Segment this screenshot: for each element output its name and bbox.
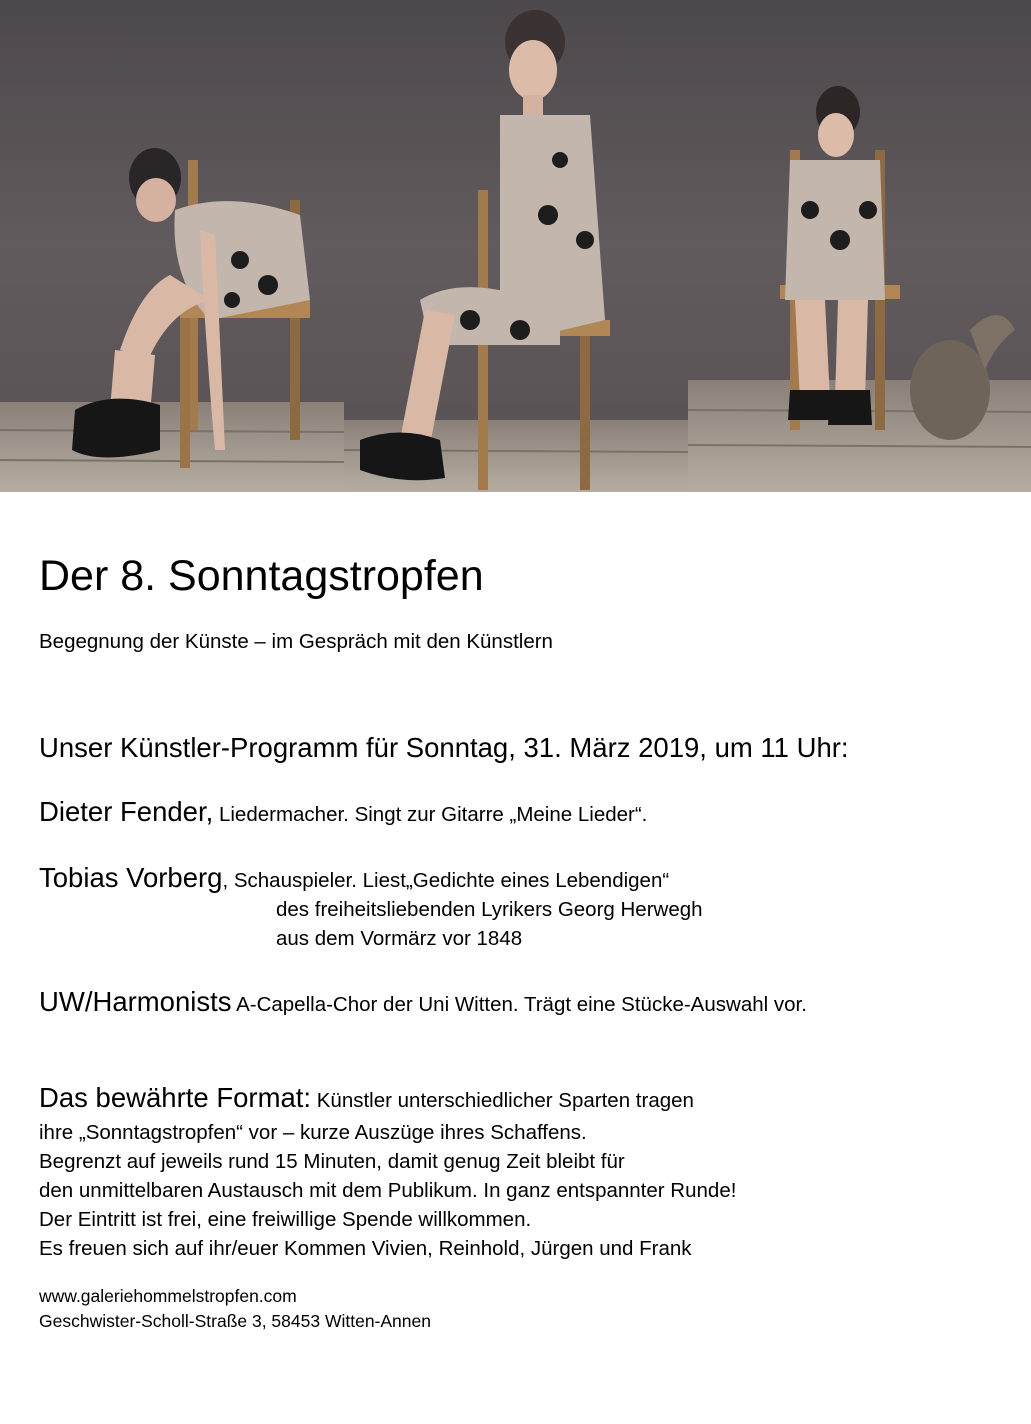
address: Geschwister-Scholl-Straße 3, 58453 Witten-Annen xyxy=(39,1311,431,1331)
format-heading-line xyxy=(39,1082,694,1114)
format-first-line: Künstler unterschiedlicher Sparten tragen xyxy=(311,1089,694,1112)
format-line: Es freuen sich auf ihr/euer Kommen Vivien, Reinhold, Jürgen und Frank xyxy=(39,1237,692,1260)
photo-center-seated-profile xyxy=(344,0,688,492)
performer-uw-harmonists xyxy=(39,986,807,1018)
page-subtitle: Begegnung der Künste – im Gespräch mit den Künstlern xyxy=(39,630,553,653)
website-link[interactable]: www.galeriehommelstropfen.com xyxy=(39,1286,297,1306)
performer-description: Liedermacher. Singt zur Gitarre „Meine Lieder“. xyxy=(213,803,648,826)
performer-description: , Schauspieler. Liest„Gedichte eines Lebendigen“ xyxy=(222,869,670,892)
performer-description-continuation: des freiheitsliebenden Lyrikers Georg Herwegh xyxy=(276,898,703,921)
performer-dieter-fender xyxy=(39,796,647,828)
format-line: ihre „Sonntagstropfen“ vor – kurze Auszüge ihres Schaffens. xyxy=(39,1121,587,1144)
program-heading: Unser Künstler-Programm für Sonntag, 31. März 2019, um 11 Uhr: xyxy=(39,732,849,763)
photo-left-seated-bent xyxy=(0,0,344,492)
performer-name: Tobias Vorberg xyxy=(39,862,223,893)
format-line: Begrenzt auf jeweils rund 15 Minuten, damit genug Zeit bleibt für xyxy=(39,1150,625,1173)
photo-right-seated-with-cat xyxy=(688,0,1031,492)
format-line: den unmittelbaren Austausch mit dem Publikum. In ganz entspannter Runde! xyxy=(39,1179,737,1202)
performer-description: A-Capella-Chor der Uni Witten. Trägt eine Stücke-Auswahl vor. xyxy=(231,993,807,1016)
photo-strip xyxy=(0,0,1031,492)
performer-name: Dieter Fender, xyxy=(39,796,214,827)
performer-name: UW/Harmonists xyxy=(39,986,232,1017)
performer-description-continuation: aus dem Vormärz vor 1848 xyxy=(276,927,523,950)
page-title: Der 8. Sonntagstropfen xyxy=(39,552,484,600)
performer-tobias-vorberg xyxy=(39,862,669,894)
format-line: Der Eintritt ist frei, eine freiwillige Spende willkommen. xyxy=(39,1208,532,1231)
format-heading: Das bewährte Format: xyxy=(39,1082,312,1113)
